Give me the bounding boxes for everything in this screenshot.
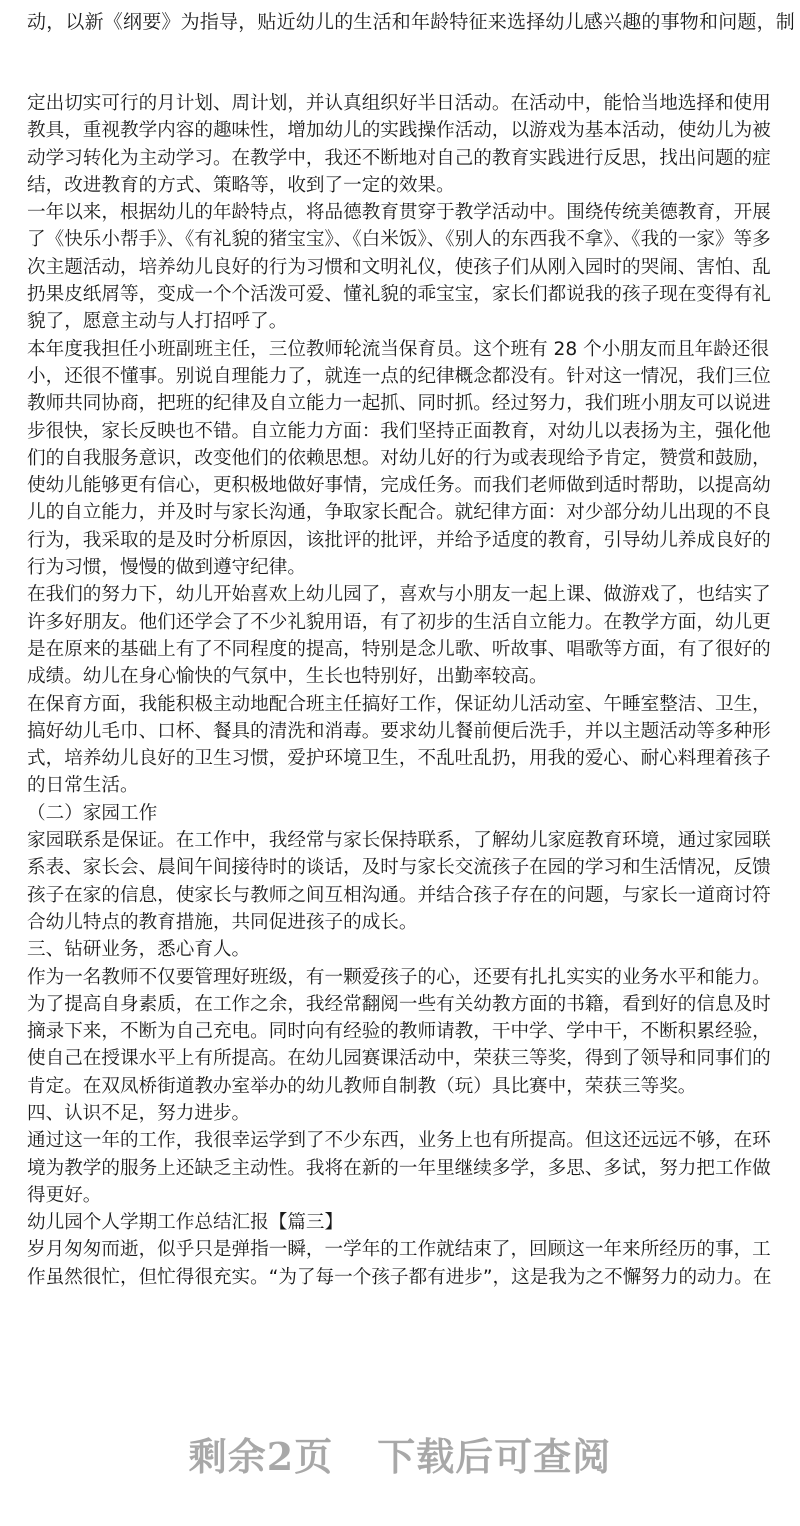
document-line: 在保育方面，我能积极主动地配合班主任搞好工作，保证幼儿活动室、午睡室整洁、卫生， bbox=[27, 693, 771, 715]
document-line: 作为一名教师不仅要管理好班级，有一颗爱孩子的心，还要有扎扎实实的业务水平和能力。 bbox=[27, 966, 771, 988]
document-line: 貌了，愿意主动与人打招呼了。 bbox=[27, 311, 288, 333]
document-line: 结，改进教育的方式、策略等，收到了一定的效果。 bbox=[27, 174, 455, 196]
document-line: 岁月匆匆而逝，似乎只是弹指一瞬，一学年的工作就结束了，回顾这一年来所经历的事，工 bbox=[27, 1239, 771, 1261]
document-line: 搞好幼儿毛巾、口杯、餐具的清洗和消毒。要求幼儿餐前便后洗手，并以主题活动等多种形 bbox=[27, 720, 771, 742]
document-line: 肯定。在双凤桥街道教办室举办的幼儿教师自制教（玩）具比赛中，荣获三等奖。 bbox=[27, 1075, 697, 1097]
document-line: 得更好。 bbox=[27, 1184, 102, 1206]
document-line: 步很快，家长反映也不错。自立能力方面：我们坚持正面教育，对幼儿以表扬为主，强化他 bbox=[27, 420, 771, 442]
document-line: 教师共同协商，把班的纪律及自立能力一起抓、同时抓。经过努力，我们班小朋友可以说进 bbox=[27, 393, 771, 415]
document-line: 使自己在授课水平上有所提高。在幼儿园赛课活动中，荣获三等奖，得到了领导和同事们的 bbox=[27, 1048, 771, 1070]
document-line: 合幼儿特点的教育措施，共同促进孩子的成长。 bbox=[27, 911, 418, 933]
document-line: 孩子在家的信息，使家长与教师之间互相沟通。并结合孩子存在的问题，与家长一道商讨符 bbox=[27, 884, 771, 906]
document-line: 摘录下来，不断为自己充电。同时向有经验的教师请教，干中学、学中干，不断积累经验， bbox=[27, 1021, 771, 1043]
document-line: 行为习惯，慢慢的做到遵守纪律。 bbox=[27, 557, 306, 579]
document-line: 四、认识不足，努力进步。 bbox=[27, 1102, 251, 1124]
document-line: 行为，我采取的是及时分析原因，该批评的批评，并给予适度的教育，引导幼儿养成良好的 bbox=[27, 529, 771, 551]
document-line: 们的自我服务意识，改变他们的依赖思想。对幼儿好的行为或表现给予肯定，赞赏和鼓励， bbox=[27, 447, 771, 469]
document-line: 一年以来，根据幼儿的年龄特点，将品德教育贯穿于教学活动中。围绕传统美德教育，开展 bbox=[27, 202, 771, 224]
document-line: 了《快乐小帮手》、《有礼貌的猪宝宝》、《白米饭》、《别人的东西我不拿》、《我的一家》等多 bbox=[27, 229, 771, 251]
remaining-pages-banner[interactable] bbox=[0, 1426, 800, 1481]
document-line: （二）家园工作 bbox=[27, 802, 158, 824]
document-line: 家园联系是保证。在工作中，我经常与家长保持联系，了解幼儿家庭教育环境，通过家园联 bbox=[27, 830, 771, 852]
document-line: 扔果皮纸屑等，变成一个个活泼可爱、懂礼貌的乖宝宝，家长们都说我的孩子现在变得有礼 bbox=[27, 284, 771, 306]
document-line: 是在原来的基础上有了不同程度的提高，特别是念儿歌、听故事、唱歌等方面，有了很好的 bbox=[27, 638, 771, 660]
document-line: 动，以新《纲要》为指导，贴近幼儿的生活和年龄特征来选择幼儿感兴趣的事物和问题，制 bbox=[27, 11, 796, 33]
document-line: 为了提高自身素质，在工作之余，我经常翻阅一些有关幼教方面的书籍，看到好的信息及时 bbox=[27, 993, 771, 1015]
document-body bbox=[0, 90, 800, 1291]
download-to-view-label: 下载后可查阅 bbox=[377, 1434, 612, 1479]
document-line: 本年度我担任小班副班主任，三位教师轮流当保育员。这个班有 28 个小朋友而且年龄还很 bbox=[27, 338, 770, 360]
document-line: 境为教学的服务上还缺乏主动性。我将在新的一年里继续多学，多思、多试，努力把工作做 bbox=[27, 1157, 771, 1179]
document-line: 式，培养幼儿良好的卫生习惯，爱护环境卫生，不乱吐乱扔，用我的爱心、耐心料理着孩子 bbox=[27, 748, 771, 770]
document-line: 通过这一年的工作，我很幸运学到了不少东西，业务上也有所提高。但这还远远不够，在环 bbox=[27, 1130, 771, 1152]
document-line: 儿的自立能力，并及时与家长沟通，争取家长配合。就纪律方面：对少部分幼儿出现的不良 bbox=[27, 502, 771, 524]
document-line: 使幼儿能够更有信心，更积极地做好事情，完成任务。而我们老师做到适时帮助，以提高幼 bbox=[27, 475, 771, 497]
document-line: 许多好朋友。他们还学会了不少礼貌用语，有了初步的生活自立能力。在教学方面，幼儿更 bbox=[27, 611, 771, 633]
document-line: 系表、家长会、晨间午间接待时的谈话，及时与家长交流孩子在园的学习和生活情况，反馈 bbox=[27, 857, 771, 879]
document-line: 在我们的努力下，幼儿开始喜欢上幼儿园了，喜欢与小朋友一起上课、做游戏了，也结实了 bbox=[27, 584, 771, 606]
document-line: 小，还很不懂事。别说自理能力了，就连一点的纪律概念都没有。针对这一情况，我们三位 bbox=[27, 365, 771, 387]
document-line: 成绩。幼儿在身心愉快的气氛中，生长也特别好，出勤率较高。 bbox=[27, 666, 548, 688]
remaining-pages-label: 剩余2页 bbox=[188, 1434, 334, 1479]
document-line: 教具，重视教学内容的趣味性，增加幼儿的实践操作活动，以游戏为基本活动，使幼儿为被 bbox=[27, 120, 771, 142]
document-line: 幼儿园个人学期工作总结汇报【篇三】 bbox=[27, 1212, 344, 1234]
document-line: 的日常生活。 bbox=[27, 775, 139, 797]
document-line: 动学习转化为主动学习。在教学中，我还不断地对自己的教育实践进行反思，找出问题的症 bbox=[27, 147, 771, 169]
document-line: 三、钻研业务，悉心育人。 bbox=[27, 939, 251, 961]
document-line: 定出切实可行的月计划、周计划，并认真组织好半日活动。在活动中，能恰当地选择和使用 bbox=[27, 93, 771, 114]
document-line: 次主题活动，培养幼儿良好的行为习惯和文明礼仪，使孩子们从刚入园时的哭闹、害怕、乱 bbox=[27, 256, 771, 278]
document-line: 作虽然很忙，但忙得很充实。“为了每一个孩子都有进步”，这是我为之不懈努力的动力。在 bbox=[27, 1266, 772, 1288]
